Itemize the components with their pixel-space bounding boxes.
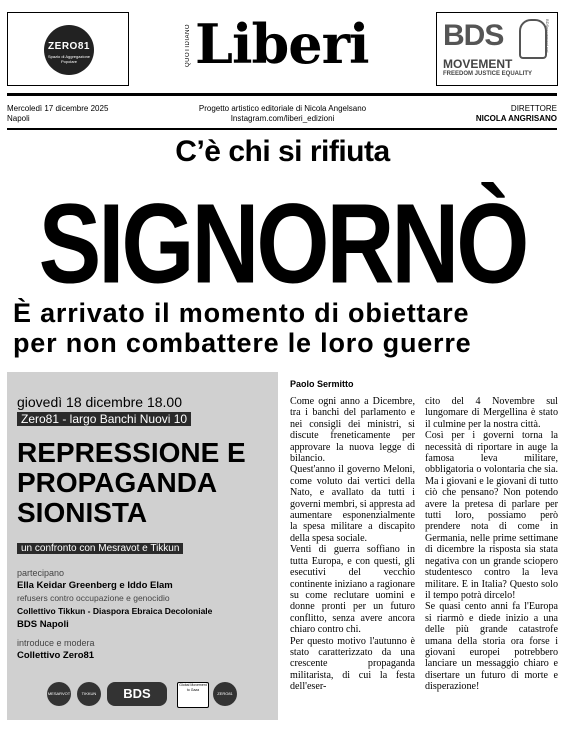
article-paragraph: cito del 4 Novembre sul lungomare di Mergellina è stato il culmine per la nostra città. (425, 396, 558, 430)
article-paragraph: Come ogni anno a Dicembre, tra i banchi del parlamento e nei consigli dei ministri, si discute freneticamente per approvare la nuova legge di bilancio. (290, 396, 415, 465)
director-name: NICOLA ANGRISANO (475, 114, 557, 123)
poster-title-3: SIONISTA (17, 497, 148, 528)
article-paragraph: Per questo motivo l'autunno è stato caratterizzato da una crescente propaganda militarista, di cui la festa dell'eser- (290, 635, 415, 693)
article-paragraph: Se quasi cento anni fa l'Europa si riarmò e diede inizio a una delle più grande catastrofe umana della storia ora forse i giovani europei potrebbero lanciare un messaggio chiaro e disertare un futuro di morte e disperazione! (425, 601, 558, 693)
tikkun-logo: TIKKUN (77, 682, 101, 706)
zero81-poster-logo: ZERO81 (213, 682, 237, 706)
bds-figure-icon (519, 19, 547, 59)
headline-subtitle-2: per non combattere le loro guerre (13, 328, 472, 358)
mesarvot-logo: MESARVOT (47, 682, 71, 706)
headline-main: SIGNORNÒ (38, 180, 527, 307)
director-block: DIRETTORE NICOLA ANGRISANO (475, 104, 557, 123)
article-paragraph: Quest'anno il governo Meloni, come voluto dai vertici della Nato, e avallato da tutti i governi membri, si appresta ad aumentare esponenzialmente la spesa militare a discapito della spesa sociale. (290, 464, 415, 544)
poster-org-2: BDS Napoli (17, 619, 69, 630)
bds-poster-logo: BDS (107, 682, 167, 706)
article-paragraph: Venti di guerra soffiano in tutta Europa, e con questi, gli esecutivi del vecchio continente iniziano a ragionare su come reclutare uomini e donne pronti per un futuro conflitto, senza avere ancora chiaro contro chi. (290, 544, 415, 636)
poster-venue: Zero81 - largo Banchi Nuovi 10 (17, 412, 191, 426)
poster-moderator: Collettivo Zero81 (17, 650, 95, 661)
poster-date: giovedì 18 dicembre 18.00 (17, 394, 182, 410)
headline-kicker: C’è chi si rifiuta (175, 135, 390, 168)
article-column-1 (290, 396, 415, 693)
bds-logo-box: BDS MOVEMENT FREEDOM JUSTICE EQUALITY BDSmovement.net (436, 12, 558, 86)
headline-subtitle-1: È arrivato il momento di obiettare (13, 298, 470, 328)
zero81-logo-box (7, 12, 129, 86)
masthead-quotidiano: QUOTIDIANO (185, 24, 191, 68)
article-column-2 (425, 396, 558, 693)
masthead-title (185, 14, 385, 78)
instagram-link[interactable]: Instagram.com/liberi_edizioni (230, 114, 335, 123)
issue-date: Mercoledì 17 dicembre 2025 (7, 104, 109, 113)
article-author: Paolo Sermitto (290, 379, 354, 389)
zero81-logo: ZERO81 Spazio di Aggregazione Popolare (44, 25, 94, 75)
project-credit: Progetto artistico editoriale di Nicola Angelsano Instagram.com/liberi_edizioni (0, 104, 565, 124)
header-rule (7, 128, 557, 130)
masthead-rule (7, 93, 557, 96)
article-paragraph: Così per i governi torna la necessità di riportare in auge la famosa leva militare, obbligatoria o volontaria che sia. Ma i giovani e le giovani di tutto ciò che pensano? Non potendo avere la pretesa di parlare per tutti loro, possiamo però prendere nota di come in Germania, nelle prime settimane di dicembre la risposta sia stata negativa con un grande sciopero studentesco contro la leva militare. E in Italia? Questo solo il tempo potrà dircelo! (425, 430, 558, 601)
paper-name: Liberi (195, 12, 369, 76)
poster-subtitle: un confronto con Mesravot e Tikkun (17, 543, 183, 554)
poster-title-1: REPRESSIONE E (17, 437, 246, 468)
poster-title-2: PROPAGANDA (17, 467, 218, 498)
poster-participants: Ella Keidar Greenberg e Iddo Elam (17, 580, 173, 591)
issue-city: Napoli (7, 114, 30, 123)
global-movement-logo: Global Movement to Gaza (177, 682, 209, 708)
poster-org-1: Collettivo Tikkun - Diaspora Ebraica Decoloniale (17, 606, 213, 616)
event-poster: giovedì 18 dicembre 18.00 Zero81 - largo Banchi Nuovi 10 REPRESSIONE E PROPAGANDA SIONISTA un confronto con Mesravot e Tikkun partecipano Ella Keidar Greenberg e Iddo Elam refusers contro occupazione e genocidio Collettivo Tikkun - Diaspora Ebraica Decoloniale BDS Napoli introduce e modera Collettivo Zero81 MESARVOT TIKKUN BDS Global Movement to Gaza ZERO81 (7, 372, 278, 720)
bds-logo-text: BDS (443, 19, 504, 52)
